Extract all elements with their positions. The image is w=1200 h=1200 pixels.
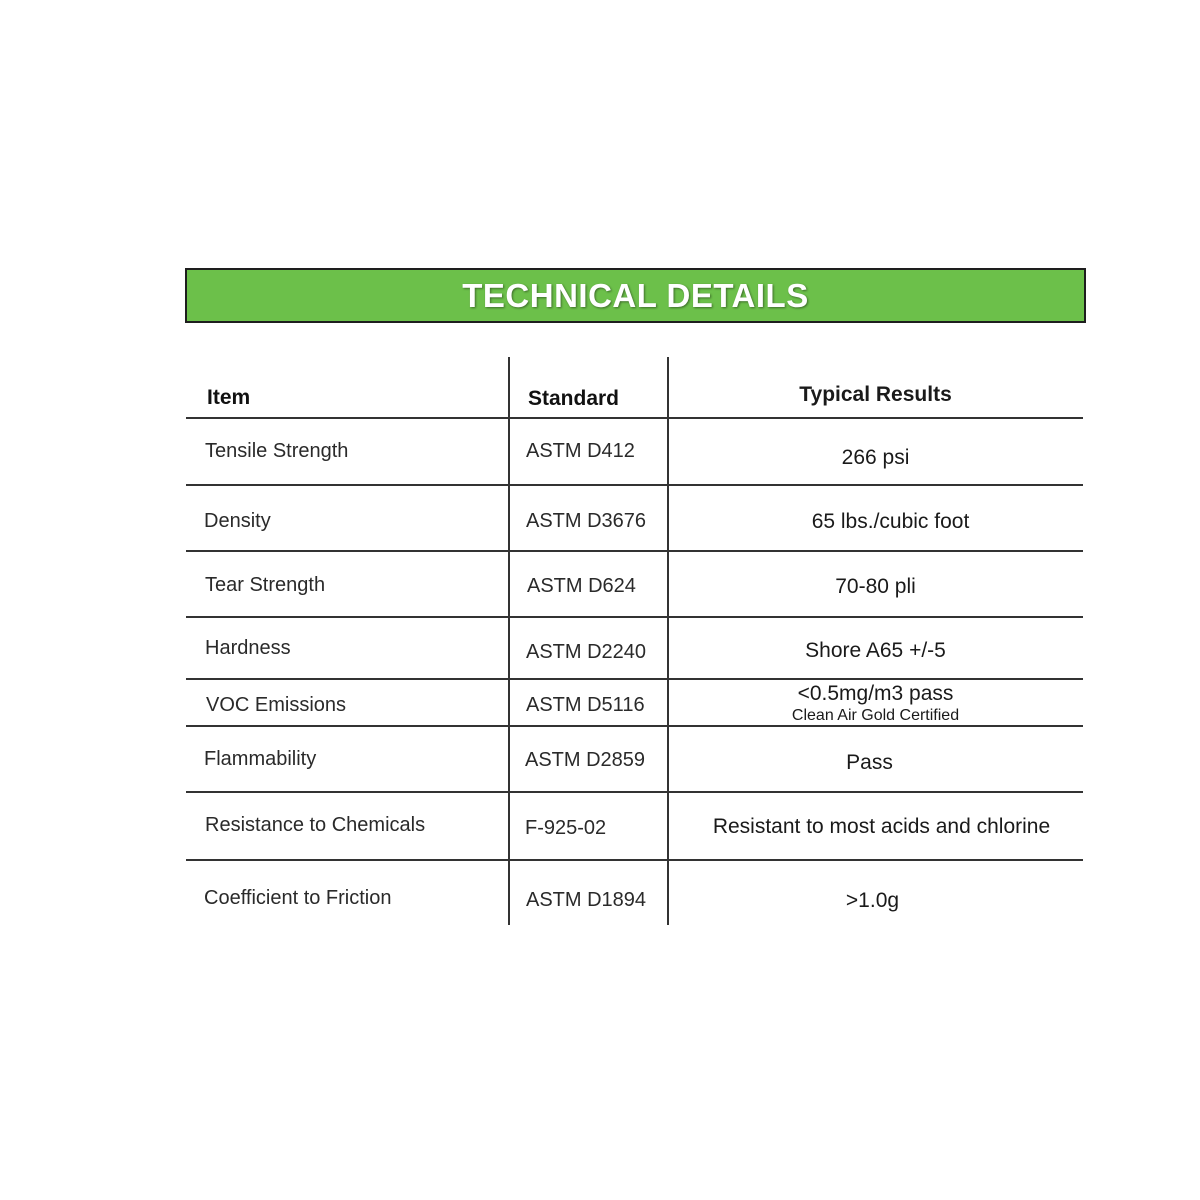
technical-details-table <box>186 357 1083 925</box>
standard-cell: ASTM D1894 <box>526 889 647 911</box>
result-cell: 65 lbs./cubic foot <box>811 510 970 533</box>
page-title: TECHNICAL DETAILS <box>462 276 809 314</box>
row-divider <box>186 484 1083 486</box>
row-divider <box>186 417 1083 419</box>
result-cell: Resistant to most acids and chlorine <box>712 815 1051 838</box>
row-divider <box>186 550 1083 552</box>
header-standard: Standard <box>528 387 620 410</box>
row-divider <box>186 725 1083 727</box>
result-cell: 266 psi <box>841 446 910 469</box>
standard-cell: ASTM D3676 <box>526 510 647 532</box>
row-divider <box>186 678 1083 680</box>
item-cell: Tear Strength <box>205 574 326 596</box>
standard-cell: F-925-02 <box>525 817 607 839</box>
row-divider <box>186 859 1083 861</box>
standard-cell: ASTM D5116 <box>526 694 645 716</box>
title-banner <box>185 268 1086 323</box>
result-cell: 70-80 pli <box>835 575 916 598</box>
result-cell: Pass <box>846 751 893 774</box>
item-cell: Density <box>204 510 271 532</box>
item-cell: Hardness <box>205 637 291 659</box>
item-cell: Flammability <box>204 748 317 770</box>
standard-cell: ASTM D624 <box>527 575 636 597</box>
item-cell: VOC Emissions <box>206 694 347 716</box>
row-divider <box>186 616 1083 618</box>
result-cell: >1.0g <box>845 889 900 912</box>
item-cell: Tensile Strength <box>205 440 349 462</box>
header-item: Item <box>207 386 251 409</box>
result-cell: <0.5mg/m3 pass <box>797 682 954 705</box>
result-note: Clean Air Gold Certified <box>791 707 960 724</box>
header-typical-results: Typical Results <box>799 383 952 406</box>
standard-cell: ASTM D2240 <box>526 641 647 663</box>
standard-cell: ASTM D2859 <box>525 749 646 771</box>
item-cell: Coefficient to Friction <box>204 887 392 909</box>
standard-cell: ASTM D412 <box>526 440 635 462</box>
row-divider <box>186 791 1083 793</box>
item-cell: Resistance to Chemicals <box>205 814 426 836</box>
result-cell: Shore A65 +/-5 <box>805 639 946 662</box>
column-divider <box>508 357 510 925</box>
